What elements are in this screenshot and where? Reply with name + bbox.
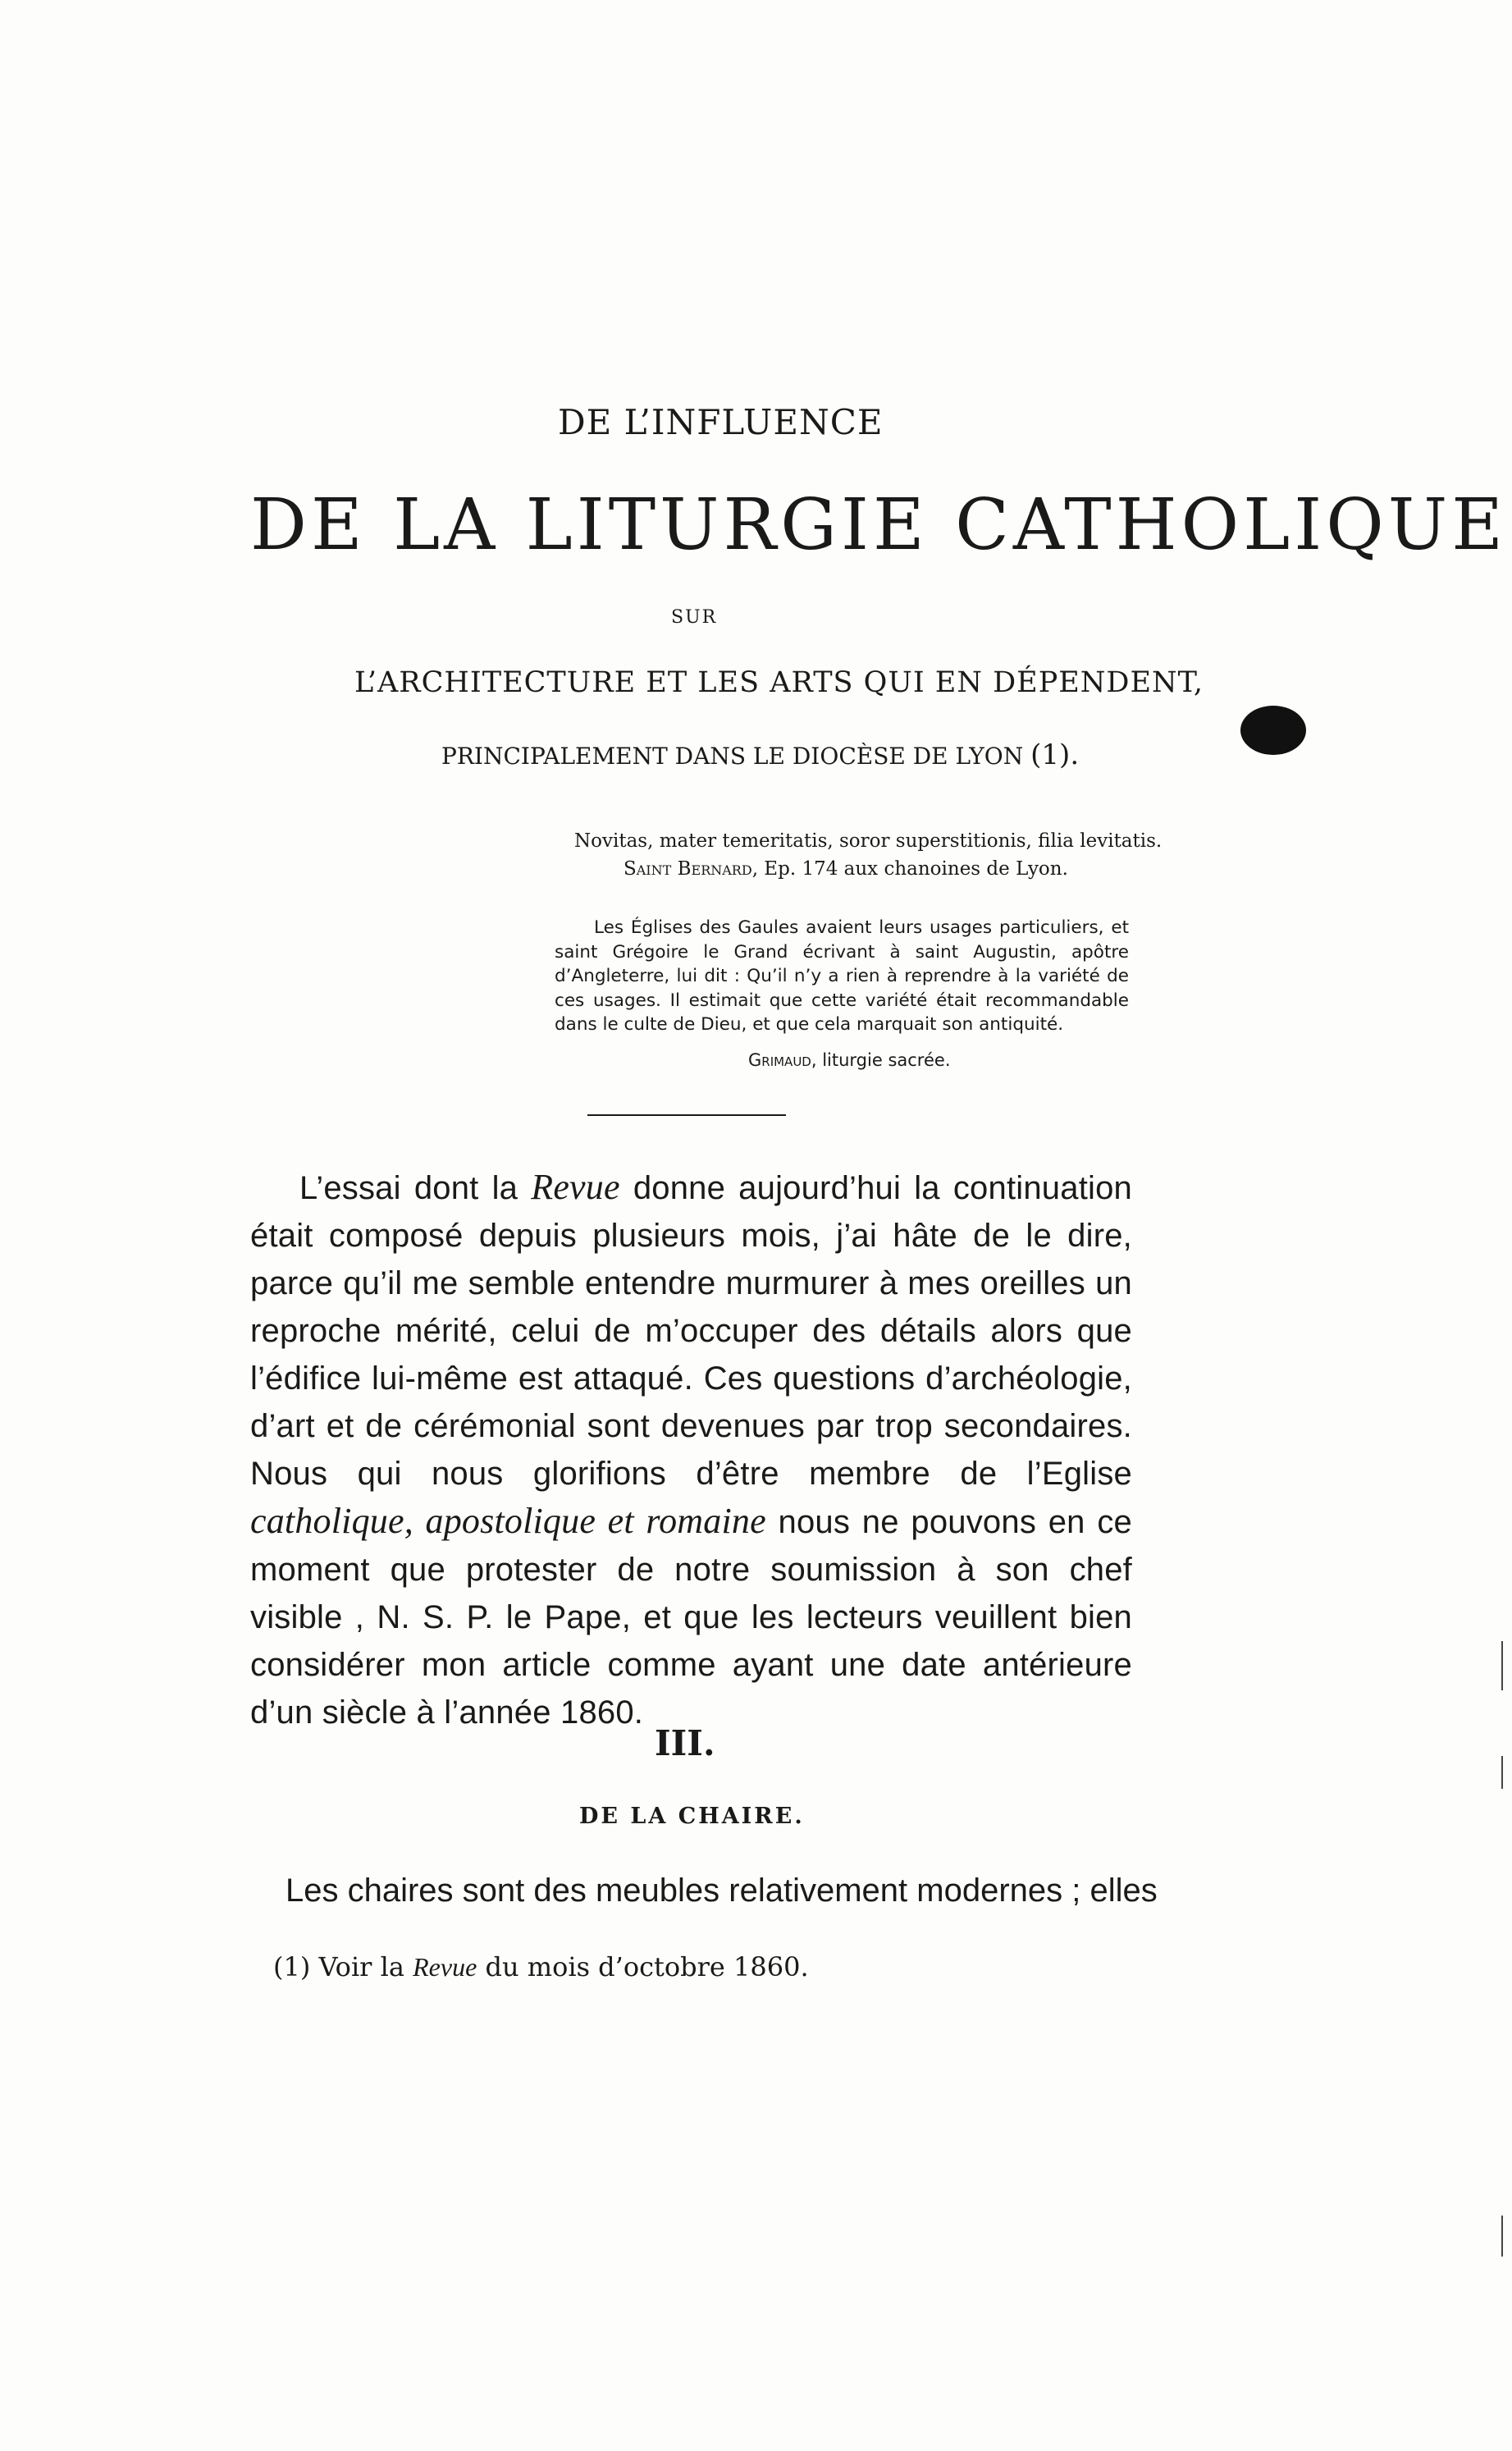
epigraph-french-source [748,1050,951,1070]
epigraph-latin-reference: , Ep. 174 aux chanoines de Lyon. [751,858,1068,880]
scan-edge-mark [1501,1756,1503,1789]
footnote-marker: (1) [273,1951,311,1982]
footnote-reference: (1). [1030,739,1080,771]
section-number: III. [655,1723,715,1763]
title-line-influence: DE L’INFLUENCE [558,402,884,442]
epigraph-latin-source [624,855,1181,883]
footnote [273,1951,809,1982]
scan-edge-mark [1501,1641,1503,1690]
body-text-c: nous ne pouvons en ce moment que protester de notre soumission à son chef visible , N. S. P. le Pape, et que les lecteurs veuillent bien considérer mon article comme ayant une date antérieure d’un siècle à l’année 1860. [250,1504,1132,1731]
ink-blot [1240,706,1306,755]
title-sur: SUR [671,607,718,628]
epigraph-latin: Novitas, mater temeritatis, soror superstitionis, filia levitatis. [574,830,1163,852]
section-title: DE LA CHAIRE. [579,1804,805,1829]
main-title: DE LA LITURGIE CATHOLIQUE [250,484,1507,566]
footnote-text-b: du mois d’octobre 1860. [477,1951,809,1982]
epigraph-latin-author: Saint Bernard [624,858,752,880]
scan-edge-mark [1501,2216,1503,2257]
footnote-text-a: Voir la [310,1951,413,1982]
subtitle-architecture: L’ARCHITECTURE ET LES ARTS QUI EN DÉPENDENT, [354,666,1204,699]
epigraph-french-author: Grimaud [748,1050,811,1070]
body-paragraph [250,1164,1132,1736]
separator-rule [587,1114,786,1116]
section-first-line: Les chaires sont des meubles relativement modernes ; elles [285,1873,1158,1909]
body-revue-italic: Revue [531,1167,620,1207]
epigraph-french-reference: , liturgie sacrée. [811,1050,951,1070]
footnote-revue-italic: Revue [413,1952,477,1982]
body-catholique-italic: catholique, apostolique et romaine [250,1501,766,1541]
subtitle-diocese-text: PRINCIPALEMENT DANS LE DIOCÈSE DE LYON [441,743,1024,770]
body-text-b: donne aujourd’hui la continuation était composé depuis plusieurs mois, j’ai hâte de le dire, parce qu’il me semble entendre murmurer à mes oreilles un reproche mérité, celui de m’occuper des détails alors que l’édifice lui-même est attaqué. Ces questions d’archéologie, d’art et de cérémonial sont devenues par trop secondaires. Nous qui nous glorifions d’être membre de l’Eglise [250,1170,1132,1492]
epigraph-french: Les Églises des Gaules avaient leurs usages particuliers, et saint Grégoire le Grand écrivant à saint Augustin, apôtre d’Angleterre, lui dit : Qu’il n’y a rien à reprendre à la variété de ces usages. Il estimait que cette variété était recommandable dans le culte de Dieu, et que cela marquait son antiquité. [555,917,1129,1035]
body-text-a: L’essai dont la [299,1170,532,1206]
subtitle-diocese [441,739,1079,771]
